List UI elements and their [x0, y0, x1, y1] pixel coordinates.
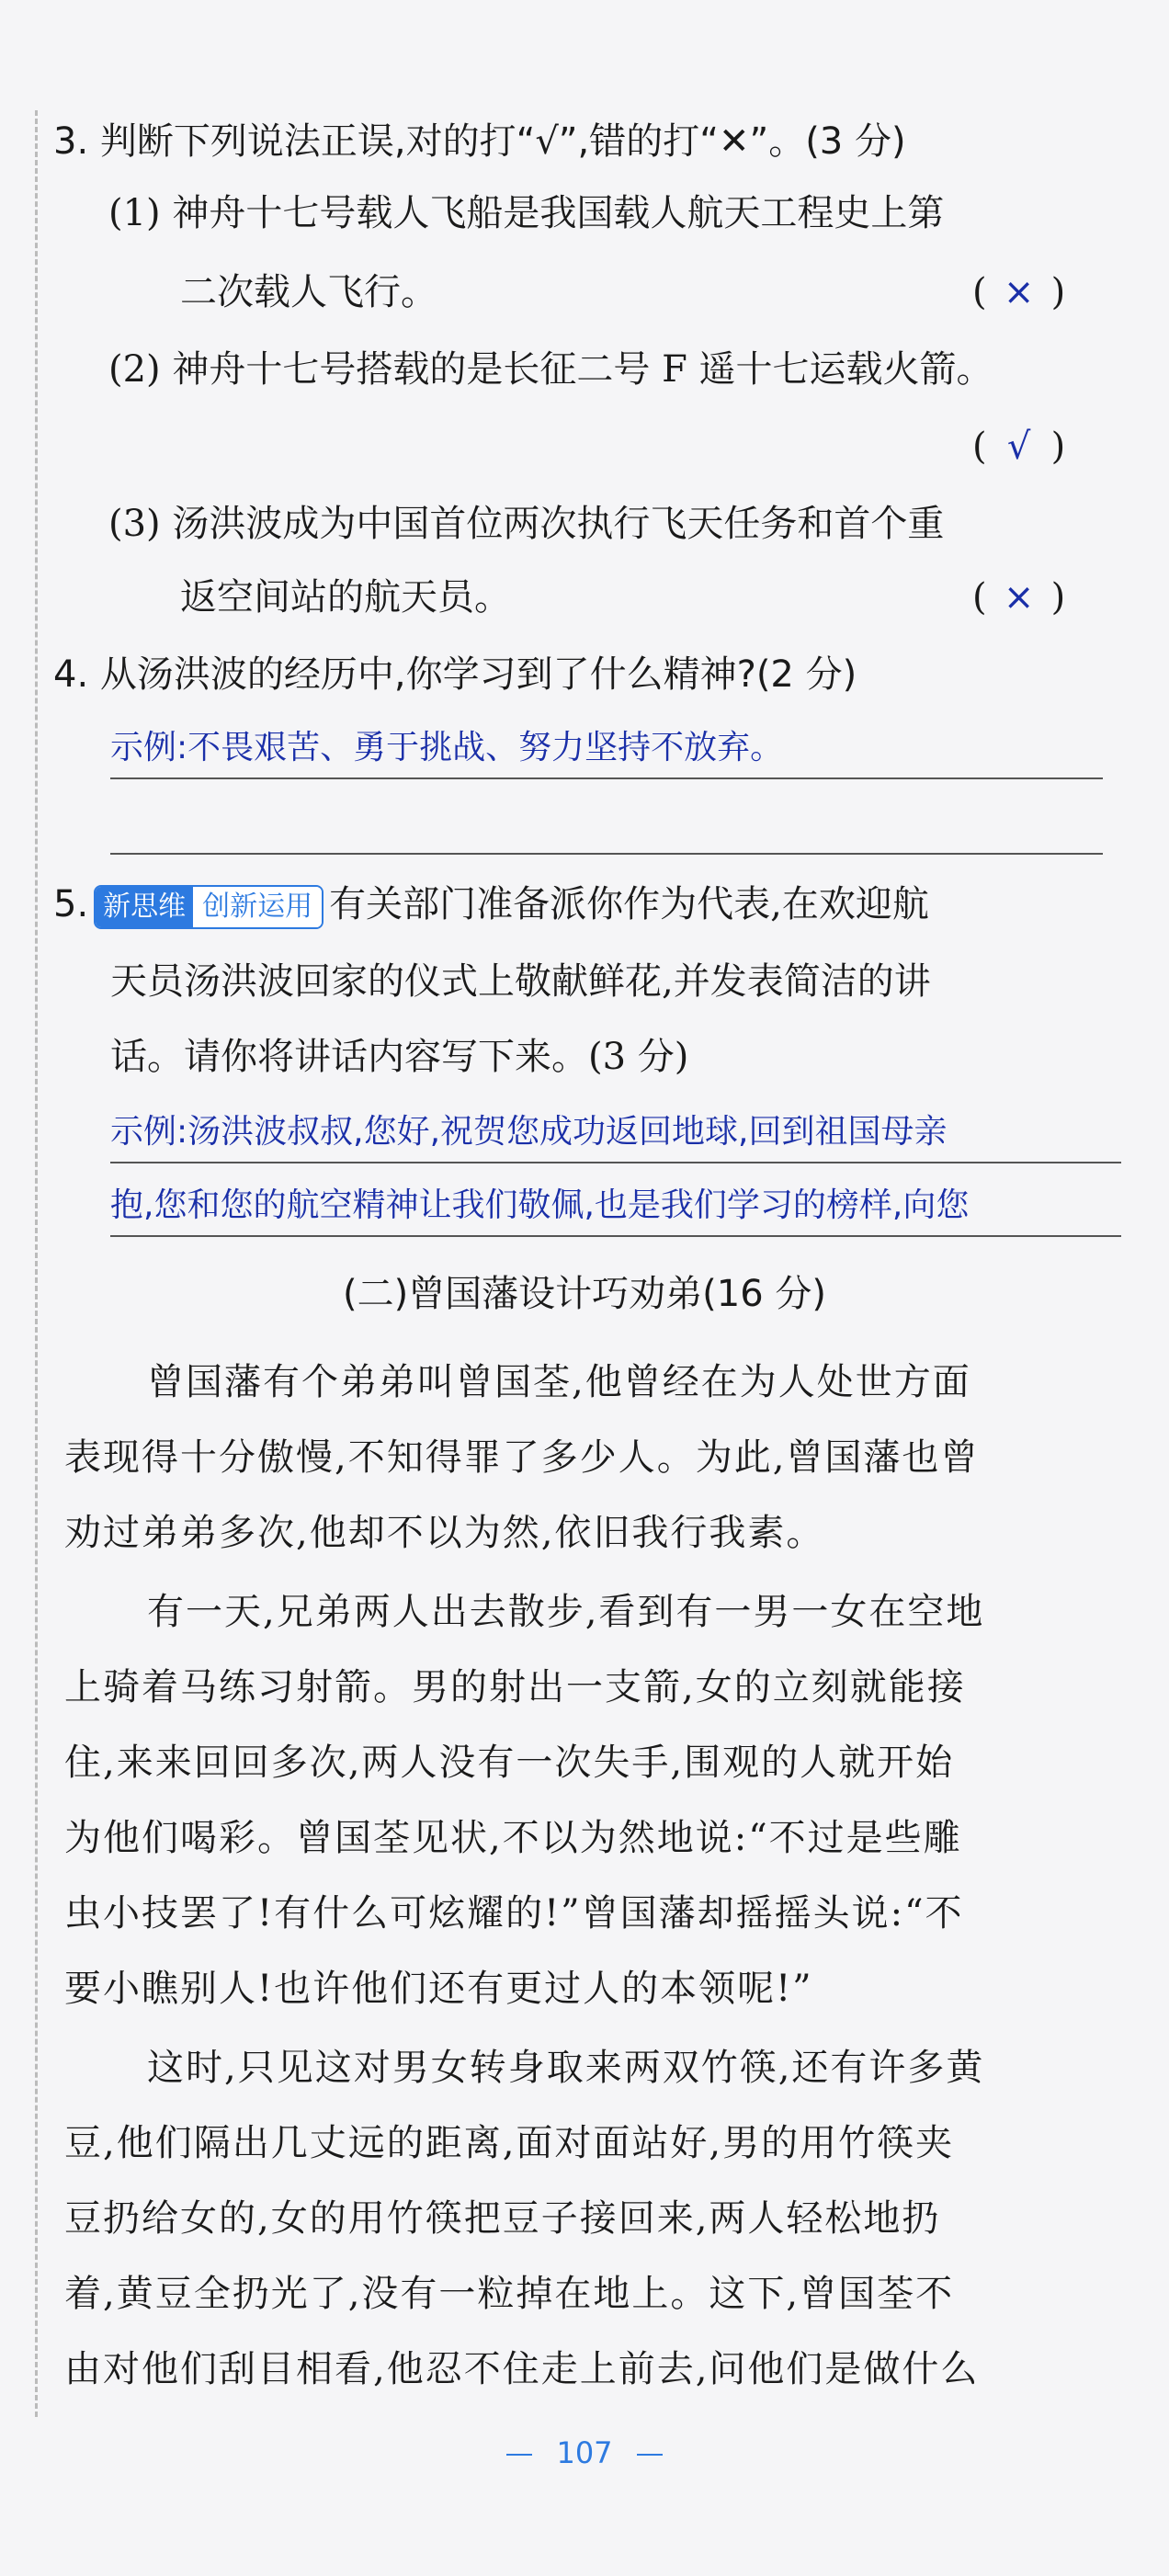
q3-item3-answer: × — [1003, 576, 1035, 618]
passage-line: 有一天,兄弟两人出去散步,看到有一男一女在空地 — [147, 1591, 985, 1633]
q5-badge-right: 创新运用 — [193, 887, 322, 927]
q5-answer-area — [110, 1103, 1121, 1250]
passage-line: 豆,他们隔出几丈远的距离,面对面站好,男的用竹筷夹 — [64, 2122, 955, 2164]
q5-stem-line1 — [53, 879, 929, 930]
q3-item1-answer-box: ( × ) — [972, 267, 1065, 318]
q5-badge-left: 新思维 — [96, 887, 193, 927]
footer-dash-left — [506, 2454, 532, 2456]
passage-line: 要小瞧别人!也许他们还有更过人的本领呢!” — [64, 1968, 813, 2010]
q3-item3-line1: (3) 汤洪波成为中国首位两次执行飞天任务和首个重 — [108, 503, 945, 545]
q3-item3-line2: 返空间站的航天员。 — [180, 576, 511, 618]
passage-line: 由对他们刮目相看,他忍不住走上前去,问他们是做什么 — [64, 2348, 980, 2390]
dashed-margin-line — [35, 110, 38, 2417]
q5-line2: 天员汤洪波回家的仪式上敬献鲜花,并发表简洁的讲 — [110, 960, 931, 1003]
page-number: 107 — [556, 2435, 613, 2470]
q3-stem: 3. 判断下列说法正误,对的打“√”,错的打“✕”。(3 分) — [53, 120, 906, 163]
q5-badge — [94, 885, 323, 929]
q4-stem: 4. 从汤洪波的经历中,你学习到了什么精神?(2 分) — [53, 653, 857, 696]
page-footer — [0, 2435, 1169, 2470]
q3-item1-line1: (1) 神舟十七号载人飞船是我国载人航天工程史上第 — [108, 192, 945, 234]
q5-line3: 话。请你将讲话内容写下来。(3 分) — [110, 1036, 689, 1078]
passage-line: 为他们喝彩。曾国荃见状,不以为然地说:“不过是些雕 — [64, 1817, 962, 1859]
q3-item2-answer-box: ( √ ) — [972, 421, 1065, 472]
passage-line: 曾国藩有个弟弟叫曾国荃,他曾经在为人处世方面 — [147, 1361, 971, 1403]
passage-line: 表现得十分傲慢,不知得罪了多少人。为此,曾国藩也曾 — [64, 1436, 980, 1479]
q3-item2-answer: √ — [1006, 426, 1031, 468]
passage-line: 住,来来回回多次,两人没有一次失手,围观的人就开始 — [64, 1742, 955, 1784]
q4-answer-line-1 — [110, 777, 1103, 779]
q3-item1-line2: 二次载人飞行。 — [180, 271, 437, 313]
passage-line: 豆扔给女的,女的用竹筷把豆子接回来,两人轻松地扔 — [64, 2197, 941, 2240]
passage-line: 虫小技罢了!有什么可炫耀的!”曾国藩却摇摇头说:“不 — [64, 1892, 964, 1935]
passage-line: 劝过弟弟多次,他却不以为然,依旧我行我素。 — [64, 1512, 825, 1554]
passage-line: 上骑着马练习射箭。男的射出一支箭,女的立刻就能接 — [64, 1666, 966, 1708]
q5-answer-line1: 示例:汤洪波叔叔,您好,祝贺您成功返回地球,回到祖国母亲 — [110, 1113, 948, 1151]
q5-answer-rule-2 — [110, 1235, 1121, 1237]
q3-item2-line1: (2) 神舟十七号搭载的是长征二号 F 遥十七运载火箭。 — [108, 348, 993, 391]
passage-line: 这时,只见这对男女转身取来两双竹筷,还有许多黄 — [147, 2047, 985, 2089]
q5-answer-rule-1 — [110, 1162, 1121, 1163]
q4-answer-line-2 — [110, 853, 1103, 855]
section-title: (二)曾国藩设计巧劝弟(16 分) — [342, 1273, 827, 1315]
passage-line: 着,黄豆全扔光了,没有一粒掉在地上。这下,曾国荃不 — [64, 2273, 955, 2315]
q5-answer-line2: 抱,您和您的航空精神让我们敬佩,也是我们学习的榜样,向您 — [110, 1186, 970, 1224]
footer-dash-right — [637, 2454, 663, 2456]
q3-item3-answer-box: ( × ) — [972, 572, 1065, 623]
q5-number: 5. — [53, 883, 89, 925]
q3-item1-answer: × — [1003, 271, 1035, 313]
q5-line1: 有关部门准备派你作为代表,在欢迎航 — [329, 883, 929, 925]
q4-answer: 示例:不畏艰苦、勇于挑战、努力坚持不放弃。 — [110, 729, 784, 766]
